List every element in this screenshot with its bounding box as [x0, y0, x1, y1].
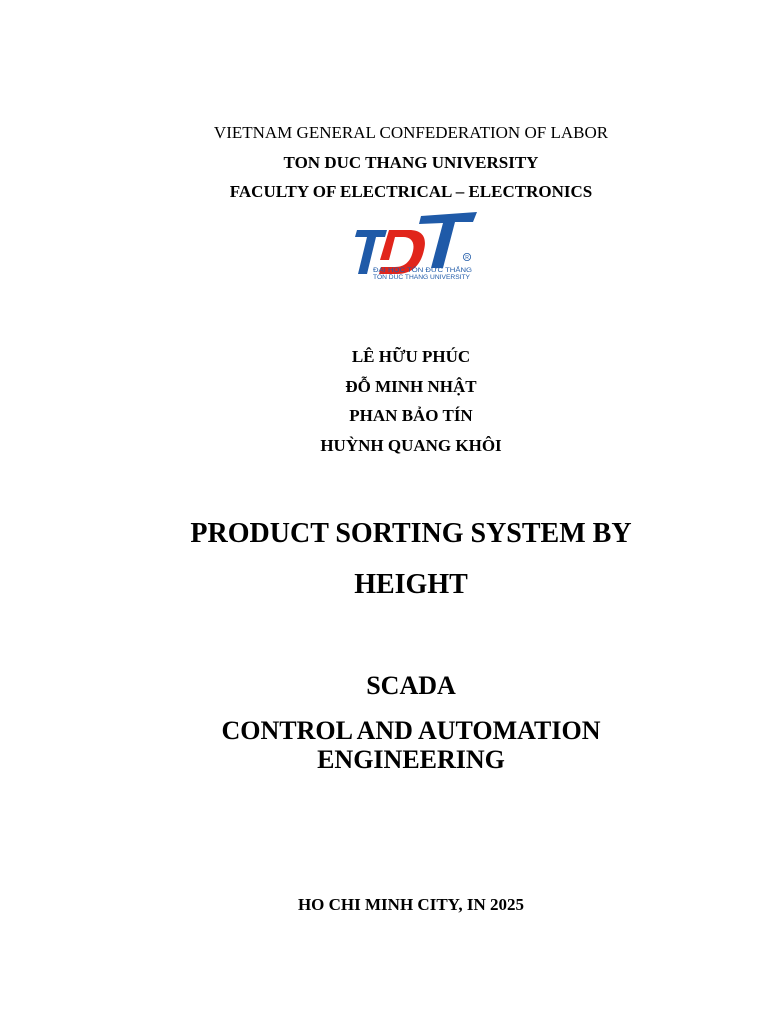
major-line1: CONTROL AND AUTOMATION: [221, 716, 601, 745]
author-name: PHAN BẢO TÍN: [349, 406, 473, 425]
place-year: HO CHI MINH CITY, IN 2025: [297, 895, 525, 914]
confederation-heading: VIETNAM GENERAL CONFEDERATION OF LABOR: [213, 123, 609, 142]
tdtu-logo: [343, 210, 479, 284]
faculty-heading: FACULTY OF ELECTRICAL – ELECTRONICS: [229, 182, 593, 201]
author-name: ĐỖ MINH NHẬT: [345, 377, 477, 396]
project-title-line1: PRODUCT SORTING SYSTEM BY: [190, 518, 632, 549]
project-title-line2: HEIGHT: [354, 569, 468, 600]
author-name: HUỲNH QUANG KHÔI: [320, 436, 502, 455]
logo-text-vn: ĐẠI HỌC TÔN ĐỨC THẮNG: [373, 267, 458, 274]
subject-heading: SCADA: [366, 671, 456, 700]
svg-text:R: R: [465, 255, 469, 261]
university-heading: TON DUC THANG UNIVERSITY: [283, 153, 539, 172]
major-line2: ENGINEERING: [317, 745, 505, 774]
logo-text-en: TON DUC THANG UNIVERSITY: [373, 274, 471, 281]
author-name: LÊ HỮU PHÚC: [351, 347, 471, 366]
